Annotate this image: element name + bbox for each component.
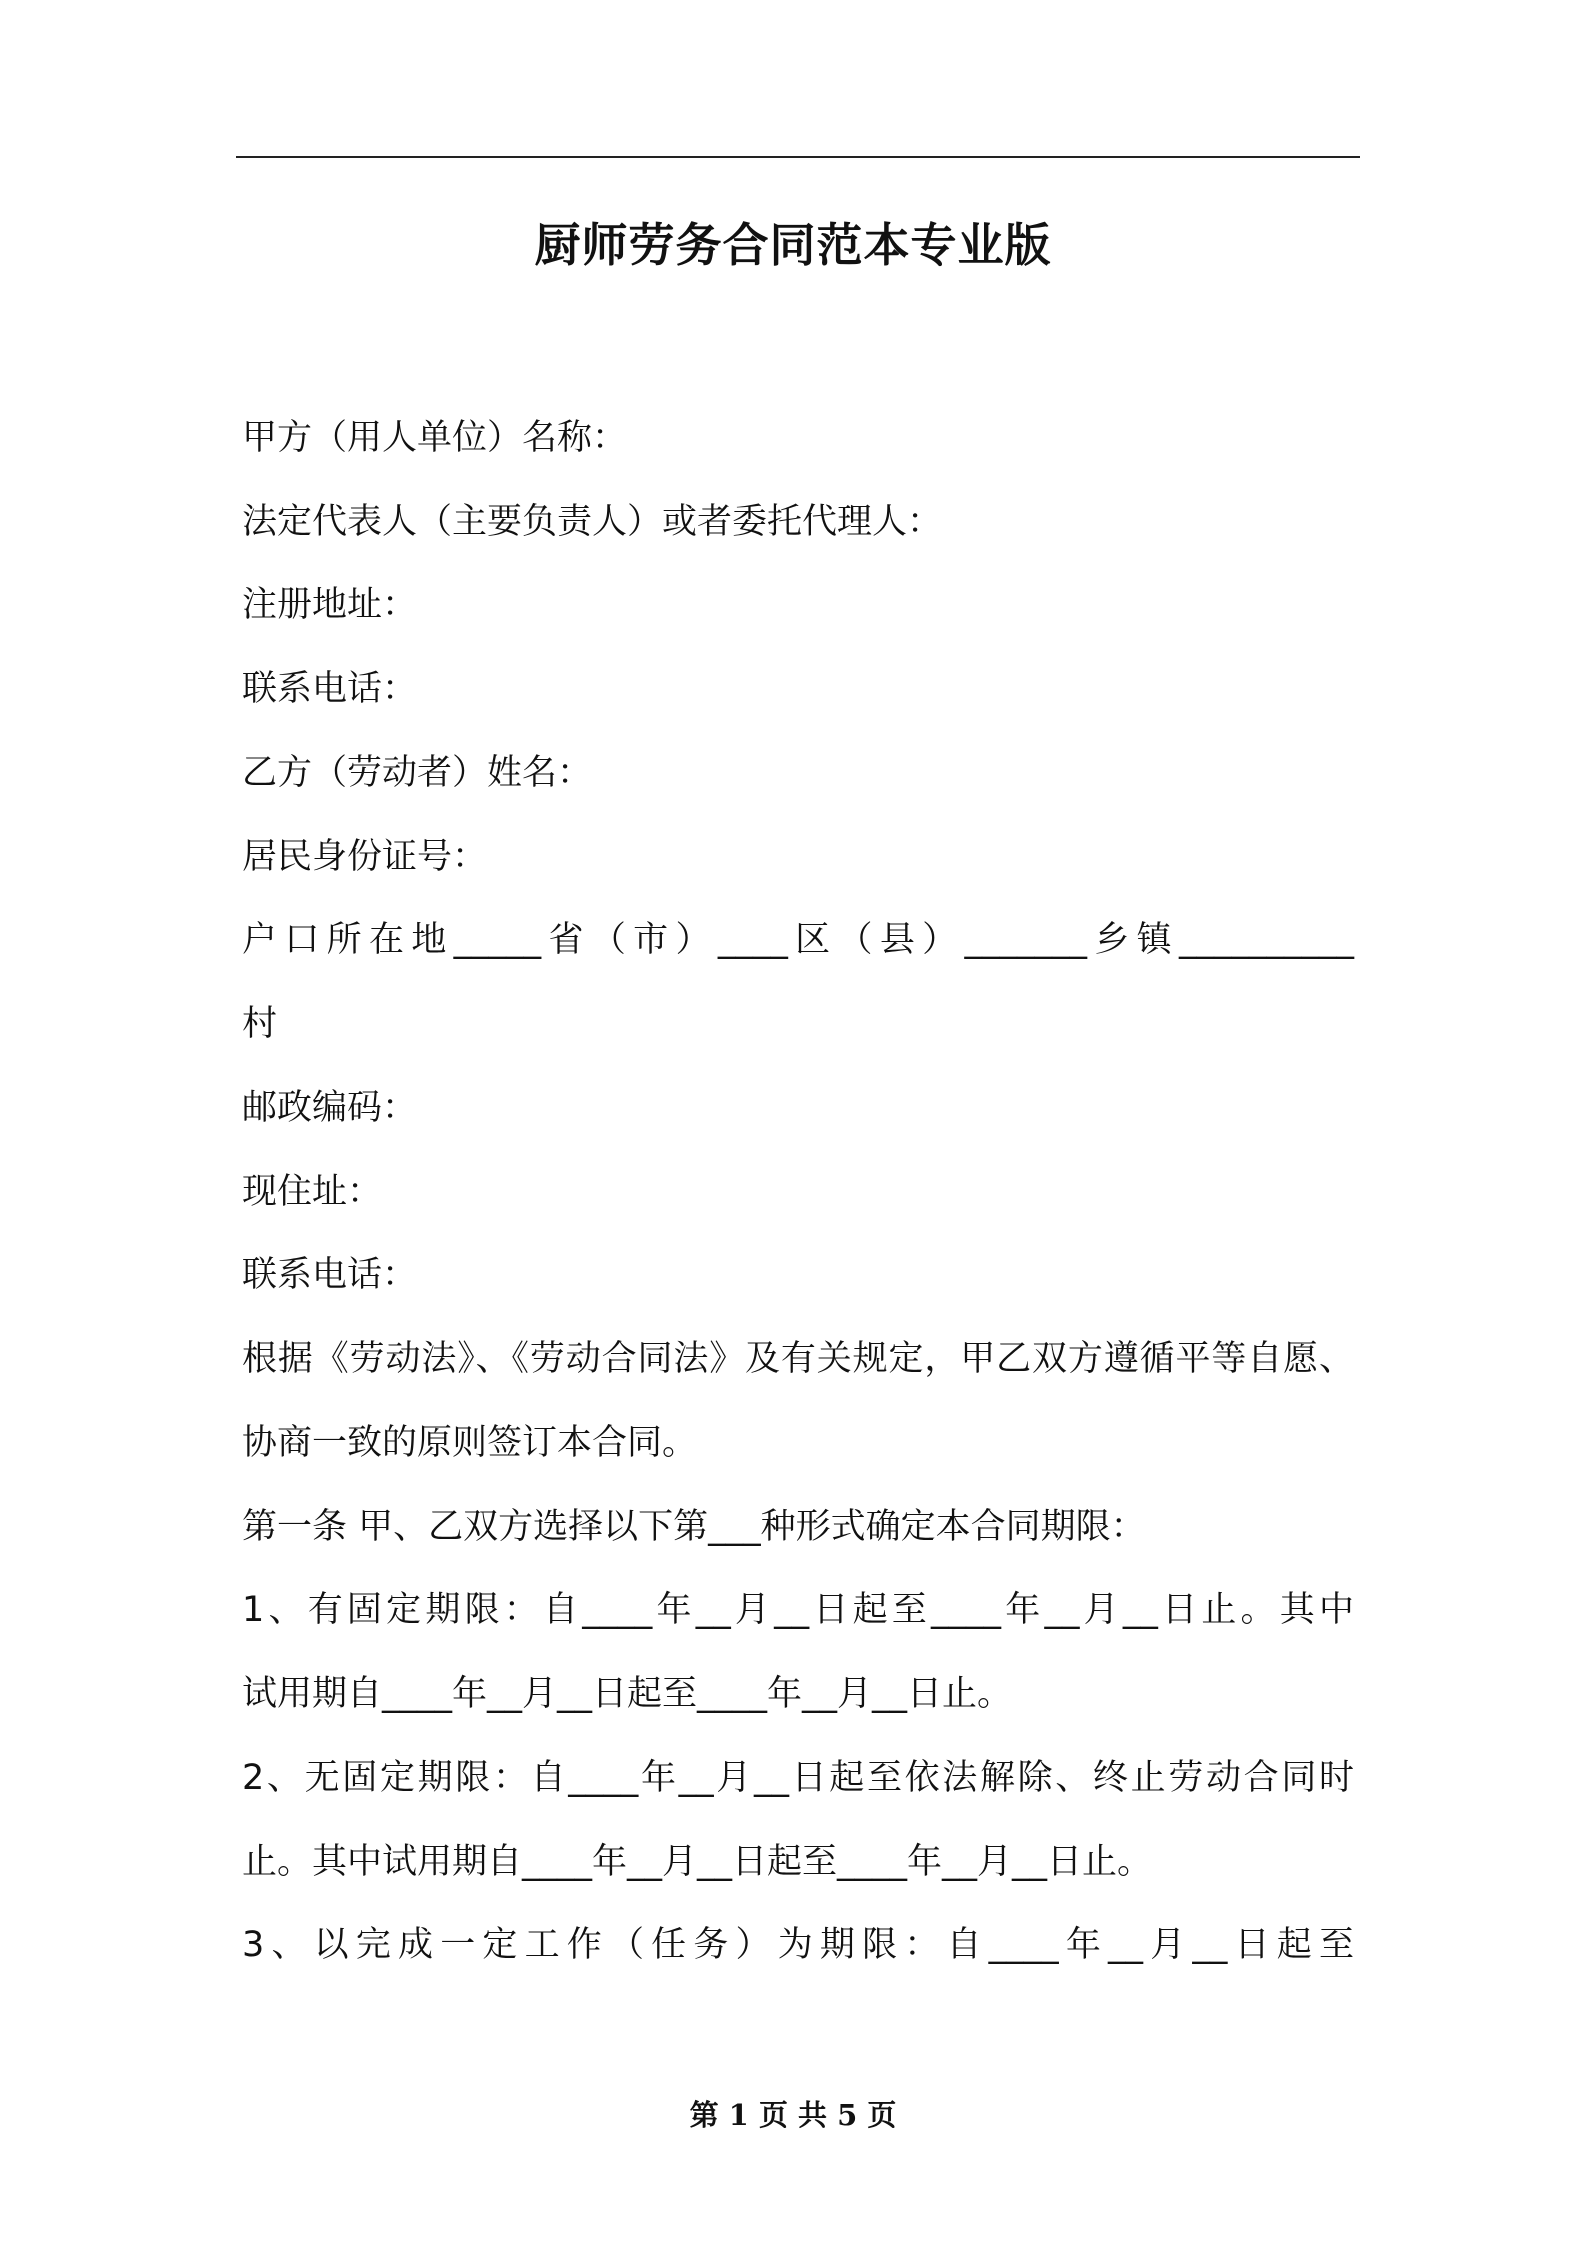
fixed-term-clause-line: 1、有固定期限：自____年__月__日起至____年__月__日止。其中 <box>242 1590 1354 1630</box>
legal-basis-paragraph-line: 根据《劳动法》、《劳动合同法》及有关规定，甲乙双方遵循平等自愿、 <box>242 1339 1354 1379</box>
registered-address-line: 注册地址： <box>242 585 418 625</box>
open-term-clause-line: 2、无固定期限：自____年__月__日起至依法解除、终止劳动合同时 <box>242 1758 1354 1798</box>
party-a-phone-line: 联系电话： <box>242 669 418 709</box>
header-rule <box>236 156 1360 158</box>
party-b-phone-line: 联系电话： <box>242 1255 418 1295</box>
id-number-line: 居民身份证号： <box>242 837 488 877</box>
party-b-name-line: 乙方（劳动者）姓名： <box>242 753 593 793</box>
household-registration-village-line: 村 <box>242 1004 278 1044</box>
legal-representative-line: 法定代表人（主要负责人）或者委托代理人： <box>242 502 943 542</box>
document-title: 厨师劳务合同范本专业版 <box>534 218 1052 272</box>
party-a-name-line: 甲方（用人单位）名称： <box>242 418 628 458</box>
fixed-term-probation-line: 试用期自____年__月__日起至____年__月__日止。 <box>242 1674 1013 1714</box>
open-term-probation-line: 止。其中试用期自____年__月__日起至____年__月__日止。 <box>242 1842 1153 1882</box>
page-number-footer: 第 1 页 共 5 页 <box>689 2098 897 2132</box>
task-based-term-clause-line: 3、以完成一定工作（任务）为期限：自____年__月__日起至 <box>242 1925 1354 1965</box>
article-one-heading: 第一条 甲、乙双方选择以下第___种形式确定本合同期限： <box>242 1507 1146 1547</box>
current-address-line: 现住址： <box>242 1172 383 1212</box>
legal-basis-paragraph-line-2: 协商一致的原则签订本合同。 <box>242 1423 698 1463</box>
household-registration-line: 户口所在地_____省（市）____区（县）_______乡镇__________ <box>242 920 1354 960</box>
postal-code-line: 邮政编码： <box>242 1088 418 1128</box>
